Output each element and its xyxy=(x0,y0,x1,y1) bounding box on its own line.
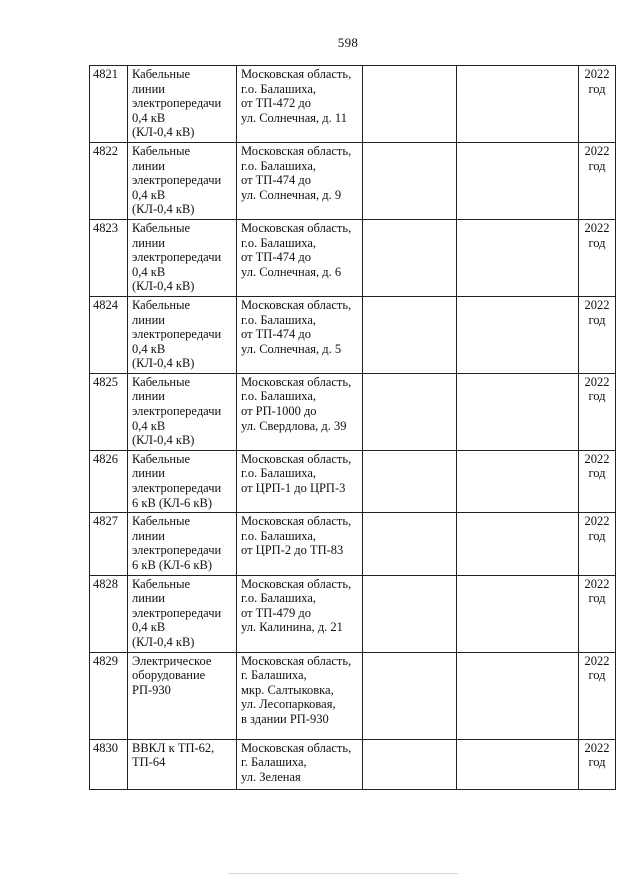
object-name-cell xyxy=(128,652,237,739)
year-line: год xyxy=(588,235,606,250)
row-number: 4824 xyxy=(93,297,118,312)
year-line: год xyxy=(588,528,606,543)
location-line: от ТП-472 до xyxy=(241,96,311,111)
object-name-line: 0,4 кВ xyxy=(132,341,166,356)
row-number: 4829 xyxy=(93,653,118,668)
object-name-line: (КЛ-0,4 кВ) xyxy=(132,356,195,371)
year-line: год xyxy=(588,158,606,173)
empty-cell xyxy=(457,575,579,652)
object-name-line: линии xyxy=(132,81,165,96)
empty-cell xyxy=(457,373,579,450)
location-line: ул. Свердлова, д. 39 xyxy=(241,418,347,433)
location-line: мкр. Салтыковка, xyxy=(241,682,334,697)
location-line: г.о. Балашиха, xyxy=(241,235,317,250)
table-row xyxy=(90,739,616,789)
location-line: от ТП-474 до xyxy=(241,250,311,265)
year-cell xyxy=(579,142,616,219)
year-line: 2022 xyxy=(584,143,610,158)
year-line: год xyxy=(588,466,606,481)
year-line: год xyxy=(588,668,606,683)
row-number: 4830 xyxy=(93,740,118,755)
empty-cell xyxy=(363,142,457,219)
year-line: 2022 xyxy=(584,576,610,591)
location-line: от ЦРП-1 до ЦРП-3 xyxy=(241,481,346,496)
object-name-line: линии xyxy=(132,312,165,327)
empty-cell xyxy=(363,373,457,450)
row-number-cell xyxy=(90,296,128,373)
object-name-line: Кабельные xyxy=(132,576,191,591)
object-name-line: электропередачи xyxy=(132,481,222,496)
object-name-line: (КЛ-0,4 кВ) xyxy=(132,202,195,217)
table-row xyxy=(90,575,616,652)
page-number: 598 xyxy=(337,35,359,50)
location-line: г.о. Балашиха, xyxy=(241,158,317,173)
object-name-cell xyxy=(128,450,237,512)
location-cell xyxy=(237,373,363,450)
year-cell xyxy=(579,739,616,789)
row-number: 4828 xyxy=(93,576,118,591)
row-number-cell xyxy=(90,652,128,739)
location-line: г.о. Балашиха, xyxy=(241,528,317,543)
object-name-line: Кабельные xyxy=(132,143,191,158)
year-line: 2022 xyxy=(584,374,610,389)
object-name-line: электропередачи xyxy=(132,173,222,188)
year-cell xyxy=(579,296,616,373)
location-line: ул. Калинина, д. 21 xyxy=(241,620,343,635)
row-number: 4826 xyxy=(93,451,118,466)
row-number: 4827 xyxy=(93,514,118,529)
empty-cell xyxy=(457,142,579,219)
row-number-cell xyxy=(90,142,128,219)
table-row xyxy=(90,373,616,450)
object-name-line: 0,4 кВ xyxy=(132,264,166,279)
year-line: 2022 xyxy=(584,67,610,81)
location-line: от ТП-479 до xyxy=(241,605,311,620)
year-cell xyxy=(579,373,616,450)
object-name-line: 6 кВ (КЛ-6 кВ) xyxy=(132,495,212,510)
object-name-line: линии xyxy=(132,158,165,173)
object-name-cell xyxy=(128,219,237,296)
year-cell xyxy=(579,513,616,575)
location-line: Московская область, xyxy=(241,514,352,529)
object-name-cell xyxy=(128,739,237,789)
year-line: 2022 xyxy=(584,740,610,755)
year-line: год xyxy=(588,312,606,327)
object-name-line: электропередачи xyxy=(132,543,222,558)
row-number-cell xyxy=(90,450,128,512)
location-line: ул. Лесопарковая, xyxy=(241,697,336,712)
object-name-line: электропередачи xyxy=(132,327,222,342)
object-name-line: Кабельные xyxy=(132,374,191,389)
row-number: 4821 xyxy=(93,67,118,81)
object-name-line: электропередачи xyxy=(132,250,222,265)
location-line: Московская область, xyxy=(241,297,352,312)
object-name-line: линии xyxy=(132,389,165,404)
object-name-cell xyxy=(128,575,237,652)
location-line: ул. Солнечная, д. 9 xyxy=(241,187,342,202)
object-name-line: (КЛ-0,4 кВ) xyxy=(132,433,195,448)
year-line: 2022 xyxy=(584,653,610,668)
location-line: Московская область, xyxy=(241,67,352,81)
location-line: от ТП-474 до xyxy=(241,173,311,188)
year-line: год xyxy=(588,755,606,770)
object-name-line: РП-930 xyxy=(132,682,171,697)
row-number-cell xyxy=(90,219,128,296)
location-cell xyxy=(237,575,363,652)
object-name-line: Кабельные xyxy=(132,451,191,466)
object-name-line: линии xyxy=(132,591,165,606)
location-line: ул. Солнечная, д. 6 xyxy=(241,264,342,279)
object-name-line: (КЛ-0,4 кВ) xyxy=(132,279,195,294)
location-line: ул. Зеленая xyxy=(241,769,301,784)
location-cell xyxy=(237,739,363,789)
year-line: год xyxy=(588,81,606,96)
empty-cell xyxy=(457,739,579,789)
table-row xyxy=(90,513,616,575)
object-name-line: Кабельные xyxy=(132,297,191,312)
empty-cell xyxy=(363,513,457,575)
location-line: от ЦРП-2 до ТП-83 xyxy=(241,543,344,558)
row-number-cell xyxy=(90,575,128,652)
empty-cell xyxy=(363,450,457,512)
row-number: 4822 xyxy=(93,143,118,158)
empty-cell xyxy=(363,575,457,652)
object-name-line: линии xyxy=(132,466,165,481)
year-line: 2022 xyxy=(584,514,610,529)
object-name-line: электропередачи xyxy=(132,404,222,419)
object-name-cell xyxy=(128,296,237,373)
row-number-cell xyxy=(90,513,128,575)
object-name-line: электропередачи xyxy=(132,96,222,111)
object-name-cell xyxy=(128,373,237,450)
registry-table-body xyxy=(90,66,616,790)
empty-cell xyxy=(457,219,579,296)
object-name-line: Кабельные xyxy=(132,220,191,235)
empty-cell xyxy=(363,66,457,143)
table-row xyxy=(90,142,616,219)
object-name-line: электропередачи xyxy=(132,605,222,620)
location-line: г.о. Балашиха, xyxy=(241,312,317,327)
registry-table xyxy=(89,65,616,790)
table-row xyxy=(90,296,616,373)
object-name-line: Электрическое xyxy=(132,653,212,668)
empty-cell xyxy=(457,296,579,373)
year-cell xyxy=(579,66,616,143)
location-line: г.о. Балашиха, xyxy=(241,591,317,606)
location-line: Московская область, xyxy=(241,220,352,235)
location-line: г. Балашиха, xyxy=(241,755,307,770)
empty-cell xyxy=(457,513,579,575)
location-line: Московская область, xyxy=(241,576,352,591)
object-name-line: ТП-64 xyxy=(132,755,166,770)
location-cell xyxy=(237,142,363,219)
location-line: Московская область, xyxy=(241,374,352,389)
scan-artifact xyxy=(228,873,458,874)
location-cell xyxy=(237,652,363,739)
object-name-line: оборудование xyxy=(132,668,206,683)
object-name-line: (КЛ-0,4 кВ) xyxy=(132,125,195,140)
object-name-line: Кабельные xyxy=(132,514,191,529)
location-cell xyxy=(237,450,363,512)
empty-cell xyxy=(457,450,579,512)
year-cell xyxy=(579,652,616,739)
location-line: г.о. Балашиха, xyxy=(241,389,317,404)
object-name-line: (КЛ-0,4 кВ) xyxy=(132,634,195,649)
object-name-line: линии xyxy=(132,235,165,250)
location-line: ул. Солнечная, д. 5 xyxy=(241,341,342,356)
row-number-cell xyxy=(90,66,128,143)
year-cell xyxy=(579,575,616,652)
table-row xyxy=(90,652,616,739)
year-cell xyxy=(579,450,616,512)
empty-cell xyxy=(457,652,579,739)
year-line: 2022 xyxy=(584,451,610,466)
location-cell xyxy=(237,219,363,296)
empty-cell xyxy=(363,739,457,789)
row-number: 4825 xyxy=(93,374,118,389)
location-line: г.о. Балашиха, xyxy=(241,466,317,481)
location-line: от РП-1000 до xyxy=(241,404,317,419)
year-line: год xyxy=(588,591,606,606)
location-line: в здании РП-930 xyxy=(241,711,329,726)
object-name-line: 6 кВ (КЛ-6 кВ) xyxy=(132,558,212,572)
object-name-line: Кабельные xyxy=(132,67,191,81)
location-line: Московская область, xyxy=(241,653,352,668)
year-cell xyxy=(579,219,616,296)
location-line: Московская область, xyxy=(241,143,352,158)
year-line: 2022 xyxy=(584,297,610,312)
object-name-line: 0,4 кВ xyxy=(132,620,166,635)
empty-cell xyxy=(363,652,457,739)
table-row xyxy=(90,450,616,512)
object-name-line: ВВКЛ к ТП-62, xyxy=(132,740,215,755)
year-line: год xyxy=(588,389,606,404)
object-name-cell xyxy=(128,66,237,143)
object-name-line: 0,4 кВ xyxy=(132,418,166,433)
table-row xyxy=(90,219,616,296)
empty-cell xyxy=(457,66,579,143)
location-line: г. Балашиха, xyxy=(241,668,307,683)
location-line: Московская область, xyxy=(241,740,352,755)
object-name-cell xyxy=(128,513,237,575)
object-name-line: линии xyxy=(132,528,165,543)
location-cell xyxy=(237,296,363,373)
year-line: 2022 xyxy=(584,220,610,235)
location-cell xyxy=(237,513,363,575)
location-cell xyxy=(237,66,363,143)
location-line: ул. Солнечная, д. 11 xyxy=(241,110,347,125)
row-number-cell xyxy=(90,373,128,450)
location-line: Московская область, xyxy=(241,451,352,466)
location-line: г.о. Балашиха, xyxy=(241,81,317,96)
row-number-cell xyxy=(90,739,128,789)
empty-cell xyxy=(363,296,457,373)
table-row xyxy=(90,66,616,143)
location-line: от ТП-474 до xyxy=(241,327,311,342)
row-number: 4823 xyxy=(93,220,118,235)
empty-cell xyxy=(363,219,457,296)
object-name-cell xyxy=(128,142,237,219)
object-name-line: 0,4 кВ xyxy=(132,187,166,202)
object-name-line: 0,4 кВ xyxy=(132,110,166,125)
